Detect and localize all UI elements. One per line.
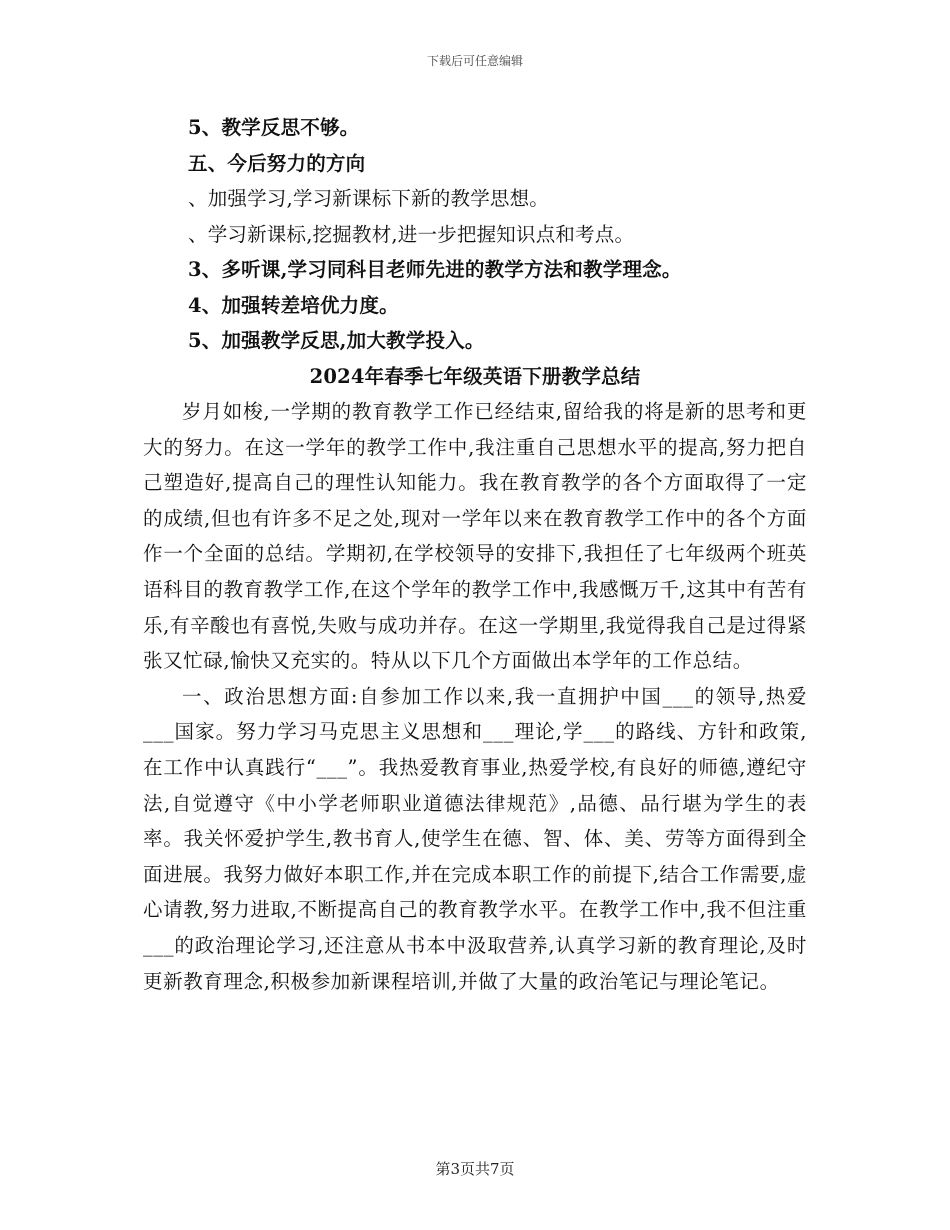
document-body: [143, 110, 807, 999]
list-item: 5、加强教学反思,加大教学投入。: [188, 329, 485, 352]
paragraph: 一、政治思想方面:自参加工作以来,我一直拥护中国___的领导,热爱___国家。努力学习马克思主义思想和___理论,学___的路线、方针和政策,在工作中认真践行“___”。我热爱教育事业,热爱学校,有良好的师德,遵纪守法,自觉遵守《中小学老师职业道德法律规范》,品德、品行堪为学生的表率。我关怀爱护学生,教书育人,使学生在德、智、体、美、劳等方面得到全面进展。我努力做好本职工作,并在完成本职工作的前提下,结合工作需要,虚心请教,努力进取,不断提高自己的教育教学水平。在教学工作中,我不但注重___的政治理论学习,还注意从书本中汲取营养,认真学习新的教育理论,及时更新教育理念,积极参加新课程培训,并做了大量的政治笔记与理论笔记。: [143, 684, 807, 993]
list-item: 5、教学反思不够。: [188, 116, 360, 139]
paragraph: 岁月如梭,一学期的教育教学工作已经结束,留给我的将是新的思考和更大的努力。在这一学年的教学工作中,我注重自己思想水平的提高,努力把自己塑造好,提高自己的理性认知能力。我在教育教学的各个方面取得了一定的成绩,但也有许多不足之处,现对一学年以来在教育教学工作中的各个方面作一个全面的总结。学期初,在学校领导的安排下,我担任了七年级两个班英语科目的教育教学工作,在这个学年的教学工作中,我感慨万千,这其中有苦有乐,有辛酸也有喜悦,失败与成功并存。在这一学期里,我觉得我自己是过得紧张又忙碌,愉快又充实的。特从以下几个方面做出本学年的工作总结。: [143, 400, 807, 673]
list-item: 、学习新课标,挖掘教材,进一步把握知识点和考点。: [188, 222, 635, 246]
list-item: 3、多听课,学习同科目老师先进的教学方法和教学理念。: [188, 258, 682, 281]
list-item: 、加强学习,学习新课标下新的教学思想。: [188, 187, 549, 210]
list-item: 4、加强转差培优力度。: [188, 293, 399, 317]
section-heading: 五、今后努力的方向: [188, 151, 366, 175]
document-title: 2024年春季七年级英语下册教学总结: [309, 364, 641, 388]
page-footer: 第3页共7页: [435, 1160, 515, 1178]
page-header: 下载后可任意编辑: [426, 54, 523, 68]
